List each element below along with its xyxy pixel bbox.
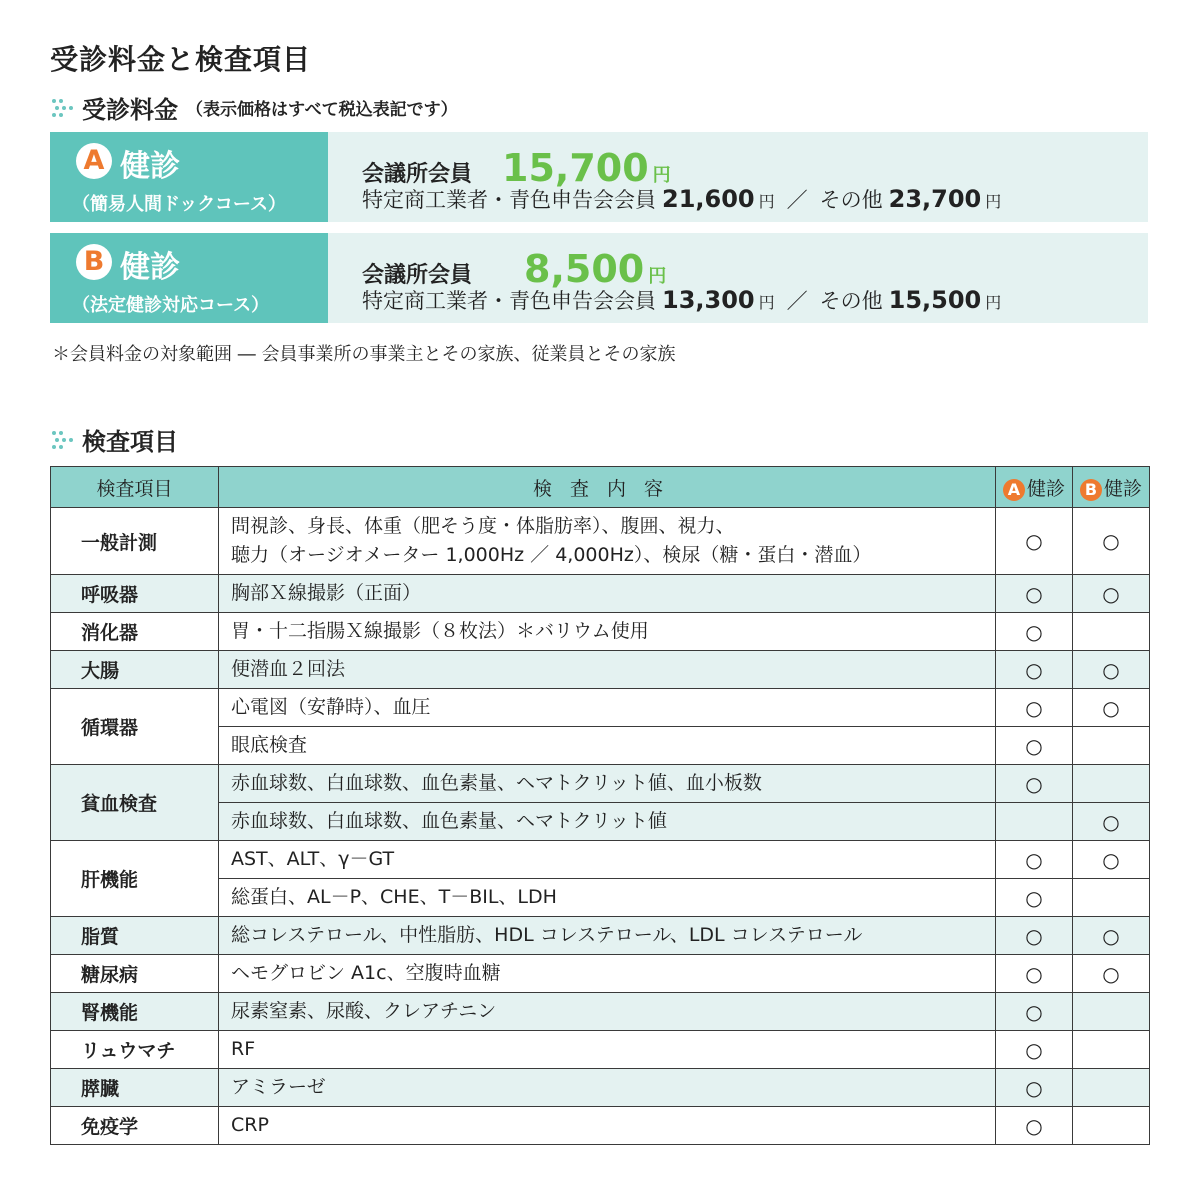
dots-icon	[50, 95, 76, 121]
yen-unit: 円	[648, 266, 667, 287]
category-cell: 膵臓	[51, 1069, 219, 1107]
plan-b-mark: ○	[1073, 841, 1150, 879]
table-row	[51, 917, 1150, 955]
plan-a-mark: ○	[996, 841, 1073, 879]
plan-a-label	[50, 132, 328, 222]
header-plan-a	[996, 467, 1073, 508]
tax-note: （表示価格はすべて税込表記です）	[186, 100, 458, 120]
dots-icon	[50, 427, 76, 453]
content-cell: 眼底検査	[219, 727, 996, 765]
member-price: 8,500	[524, 247, 645, 291]
content-cell: RF	[219, 1031, 996, 1069]
content-cell: 尿素窒素、尿酸、クレアチニン	[219, 993, 996, 1031]
plan-b-name: 健診	[120, 250, 180, 285]
rest-label: その他	[819, 188, 883, 212]
content-line: 問視診、身長、体重（肥そう度・体脂肪率）、腹囲、視力、	[231, 515, 735, 537]
plan-a-empty	[996, 803, 1073, 841]
content-cell: 総蛋白、AL－P、CHE、T－BIL、LDH	[219, 879, 996, 917]
plan-a-mark: ○	[996, 575, 1073, 613]
plan-b-badge: B	[1080, 479, 1102, 501]
plan-a-badge: A	[76, 143, 112, 179]
plan-a-mark: ○	[996, 613, 1073, 651]
plan-b-mark: ○	[1073, 955, 1150, 993]
category-cell: 呼吸器	[51, 575, 219, 613]
exam-table	[50, 466, 1150, 1145]
content-cell: 赤血球数、白血球数、血色素量、ヘマトクリット値、血小板数	[219, 765, 996, 803]
category-cell: 糖尿病	[51, 955, 219, 993]
plan-a-badge: A	[1003, 479, 1025, 501]
plan-a-mark: ○	[996, 1107, 1073, 1145]
category-cell: 消化器	[51, 613, 219, 651]
other-price: 13,300	[662, 286, 755, 314]
yen-unit: 円	[758, 293, 775, 312]
plan-b-price-box	[50, 233, 1148, 323]
table-row	[51, 651, 1150, 689]
category-cell: 大腸	[51, 651, 219, 689]
fees-section-title: 受診料金	[82, 96, 178, 124]
table-row	[51, 765, 1150, 803]
plan-b-mark: ○	[1073, 651, 1150, 689]
table-row	[51, 1069, 1150, 1107]
table-row	[51, 955, 1150, 993]
plan-a-mark: ○	[996, 508, 1073, 575]
plan-b-mark: ○	[1073, 917, 1150, 955]
plan-a-mark: ○	[996, 1031, 1073, 1069]
plan-b-mark: ○	[1073, 508, 1150, 575]
plan-b-empty	[1073, 1107, 1150, 1145]
plan-b-mark: ○	[1073, 803, 1150, 841]
exam-section-header	[50, 422, 178, 457]
plan-b-mark: ○	[1073, 575, 1150, 613]
rest-price: 15,500	[888, 286, 982, 314]
plan-a-subtitle: （簡易人間ドックコース）	[72, 194, 287, 215]
header-plan-b	[1073, 467, 1150, 508]
plan-a-mark: ○	[996, 1069, 1073, 1107]
content-cell: 胸部Ｘ線撮影（正面）	[219, 575, 996, 613]
plan-b-empty	[1073, 1031, 1150, 1069]
yen-unit: 円	[985, 192, 1002, 211]
plan-b-empty	[1073, 993, 1150, 1031]
plan-b-badge: B	[76, 244, 112, 280]
other-label: 特定商工業者・青色申告会会員	[362, 188, 656, 212]
plan-b-subtitle: （法定健診対応コース）	[72, 295, 270, 316]
content-cell: アミラーゼ	[219, 1069, 996, 1107]
rest-label: その他	[819, 289, 883, 313]
other-label: 特定商工業者・青色申告会会員	[362, 289, 656, 313]
category-cell: 免疫学	[51, 1107, 219, 1145]
rest-price: 23,700	[888, 185, 982, 213]
fees-section-header	[50, 90, 458, 125]
plan-a-mark: ○	[996, 765, 1073, 803]
content-cell: CRP	[219, 1107, 996, 1145]
category-cell: 肝機能	[51, 841, 219, 917]
category-cell: 脂質	[51, 917, 219, 955]
table-header-row	[51, 467, 1150, 508]
table-row	[51, 841, 1150, 879]
plan-a-header-label: 健診	[1026, 477, 1065, 500]
separator: ／	[786, 289, 808, 313]
table-row	[51, 575, 1150, 613]
plan-b-empty	[1073, 765, 1150, 803]
category-cell: リュウマチ	[51, 1031, 219, 1069]
plan-b-label	[50, 233, 328, 323]
table-row	[51, 508, 1150, 575]
category-cell: 貧血検査	[51, 765, 219, 841]
yen-unit: 円	[652, 165, 671, 186]
plan-a-mark: ○	[996, 917, 1073, 955]
content-line: 聴力（オージオメーター 1,000Hz ／ 4,000Hz）、検尿（糖・蛋白・潜血）	[231, 544, 872, 566]
content-cell: 赤血球数、白血球数、血色素量、ヘマトクリット値	[219, 803, 996, 841]
member-label: 会議所会員	[362, 263, 473, 288]
plan-b-empty	[1073, 727, 1150, 765]
page-title: 受診料金と検査項目	[50, 43, 312, 76]
plan-a-price-box	[50, 132, 1148, 222]
content-cell: 便潜血２回法	[219, 651, 996, 689]
content-cell: 総コレステロール、中性脂肪、HDL コレステロール、LDL コレステロール	[219, 917, 996, 955]
category-cell: 循環器	[51, 689, 219, 765]
plan-a-mark: ○	[996, 879, 1073, 917]
table-row	[51, 1031, 1150, 1069]
plan-a-mark: ○	[996, 651, 1073, 689]
plan-a-mark: ○	[996, 993, 1073, 1031]
other-price: 21,600	[662, 185, 755, 213]
plan-b-empty	[1073, 1069, 1150, 1107]
member-label: 会議所会員	[362, 162, 473, 187]
content-cell: AST、ALT、γ－GT	[219, 841, 996, 879]
table-row	[51, 993, 1150, 1031]
category-cell: 腎機能	[51, 993, 219, 1031]
plan-b-mark: ○	[1073, 689, 1150, 727]
yen-unit: 円	[985, 293, 1002, 312]
plan-a-other-row	[362, 184, 1001, 214]
member-price: 15,700	[502, 146, 649, 190]
header-content: 検査内容	[219, 467, 996, 508]
separator: ／	[786, 188, 808, 212]
content-cell: 胃・十二指腸Ｘ線撮影（８枚法）＊バリウム使用	[219, 613, 996, 651]
content-cell: 心電図（安静時）、血圧	[219, 689, 996, 727]
plan-a-mark: ○	[996, 689, 1073, 727]
header-item: 検査項目	[51, 467, 219, 508]
plan-a-mark: ○	[996, 727, 1073, 765]
content-cell: ヘモグロビン A1c、空腹時血糖	[219, 955, 996, 993]
plan-b-header-label: 健診	[1103, 477, 1142, 500]
member-scope-footnote: ＊会員料金の対象範囲 ― 会員事業所の事業主とその家族、従業員とその家族	[52, 344, 676, 365]
exam-section-title: 検査項目	[82, 428, 178, 456]
plan-a-mark: ○	[996, 955, 1073, 993]
content-cell	[219, 508, 996, 575]
plan-b-empty	[1073, 613, 1150, 651]
plan-b-other-row	[362, 285, 1001, 315]
plan-b-empty	[1073, 879, 1150, 917]
plan-a-name: 健診	[120, 149, 180, 184]
table-row	[51, 613, 1150, 651]
category-cell: 一般計測	[51, 508, 219, 575]
table-row	[51, 689, 1150, 727]
table-row	[51, 1107, 1150, 1145]
yen-unit: 円	[758, 192, 775, 211]
